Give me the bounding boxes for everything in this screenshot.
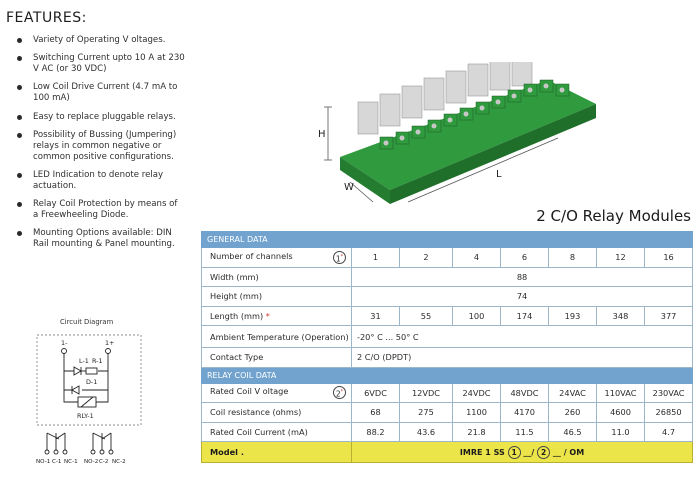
bullet-icon [17,85,22,90]
bullet-icon [17,38,22,43]
led-symbol [74,367,81,375]
table-row: Rated Coil V oltage 2* 6VDC 12VDC 24VDC 48VDC 24VAC 110VAC 230VAC [202,383,693,403]
neg-terminal [62,349,67,354]
feature-item: Switching Current upto 10 A at 230 V AC (or 30 VDC) [17,53,185,75]
width-dim-label: W [344,182,354,193]
feature-item: Variety of Operating V oltages. [17,35,185,46]
table-row: Number of channels 1* 1 2 4 6 8 12 16 [202,248,693,268]
table-row: Length (mm) * 31 55 100 174 193 348 377 [202,306,693,326]
contact-label: NO-2 [84,459,99,465]
pos-terminal-label: 1+ [105,339,115,347]
bullet-icon [17,133,22,138]
feature-item: Possibility of Bussing (Jumpering) relays in common negative or common positive configurations. [17,130,185,163]
note-1-badge: 1* [333,251,346,264]
table-row: Contact Type 2 C/O (DPDT) [202,348,693,368]
table-row: Width (mm) 88 [202,267,693,287]
feature-item: Relay Coil Protection by means of a Freewheeling Diode. [17,199,185,221]
resistor-label: R-1 [92,357,103,365]
asterisk-icon: * [265,310,270,321]
features-title: FEATURES: [6,10,87,26]
relay-coil-data-header: RELAY COIL DATA [202,367,693,383]
table-row: Ambient Temperature (Operation) -20° C ... 50° C [202,326,693,348]
bullet-icon [17,202,22,207]
contact-label: NC-1 [64,459,78,465]
height-dim-label: H [318,129,326,140]
diode-symbol [72,386,79,394]
feature-item: Mounting Options available: DIN Rail mounting & Panel mounting. [17,228,185,250]
feature-item: LED Indication to denote relay actuation. [17,170,185,192]
pcb-base [340,80,596,190]
feature-item: Low Coil Drive Current (4.7 mA to 100 mA) [17,82,185,104]
bullet-icon [17,173,22,178]
spec-table [201,231,693,463]
table-row: Height (mm) 74 [202,287,693,307]
bullet-icon [17,115,22,120]
features-list [17,35,185,258]
diode-label: D-1 [86,378,98,386]
table-row: Coil resistance (ohms) 68 275 1100 4170 260 4600 26850 [202,403,693,423]
note-2-badge: 2* [333,386,346,399]
led-label: L-1 [79,357,89,365]
circuit-diagram [34,332,144,470]
contact-label: C-2 [99,459,109,465]
contact-label: C-1 [52,459,62,465]
length-dim-label: L [496,169,502,180]
table-row: Rated Coil Current (mA) 88.2 43.6 21.8 11.5 46.5 11.0 4.7 [202,422,693,442]
general-data-header: GENERAL DATA [202,232,693,248]
model-code: IMRE 1 SS 1 __/ 2 __ / OM [352,442,693,463]
contact-label: NC-2 [112,459,126,465]
bullet-icon [17,231,22,236]
circuit-diagram-title: Circuit Diagram [60,318,114,326]
contact-label: NO-1 [36,459,51,465]
neg-terminal-label: 1- [61,339,68,347]
note-2-badge: 2 [537,446,550,459]
note-1-badge: 1 [508,446,521,459]
module-title: 2 C/O Relay Modules [536,207,691,225]
feature-item: Easy to replace pluggable relays. [17,112,185,123]
coil-label: RLY-1 [77,412,94,420]
bullet-icon [17,56,22,61]
model-row: Model . IMRE 1 SS 1 __/ 2 __ / OM [202,442,693,463]
relay-module-image [318,62,614,212]
resistor-symbol [86,368,97,374]
pos-terminal [106,349,111,354]
